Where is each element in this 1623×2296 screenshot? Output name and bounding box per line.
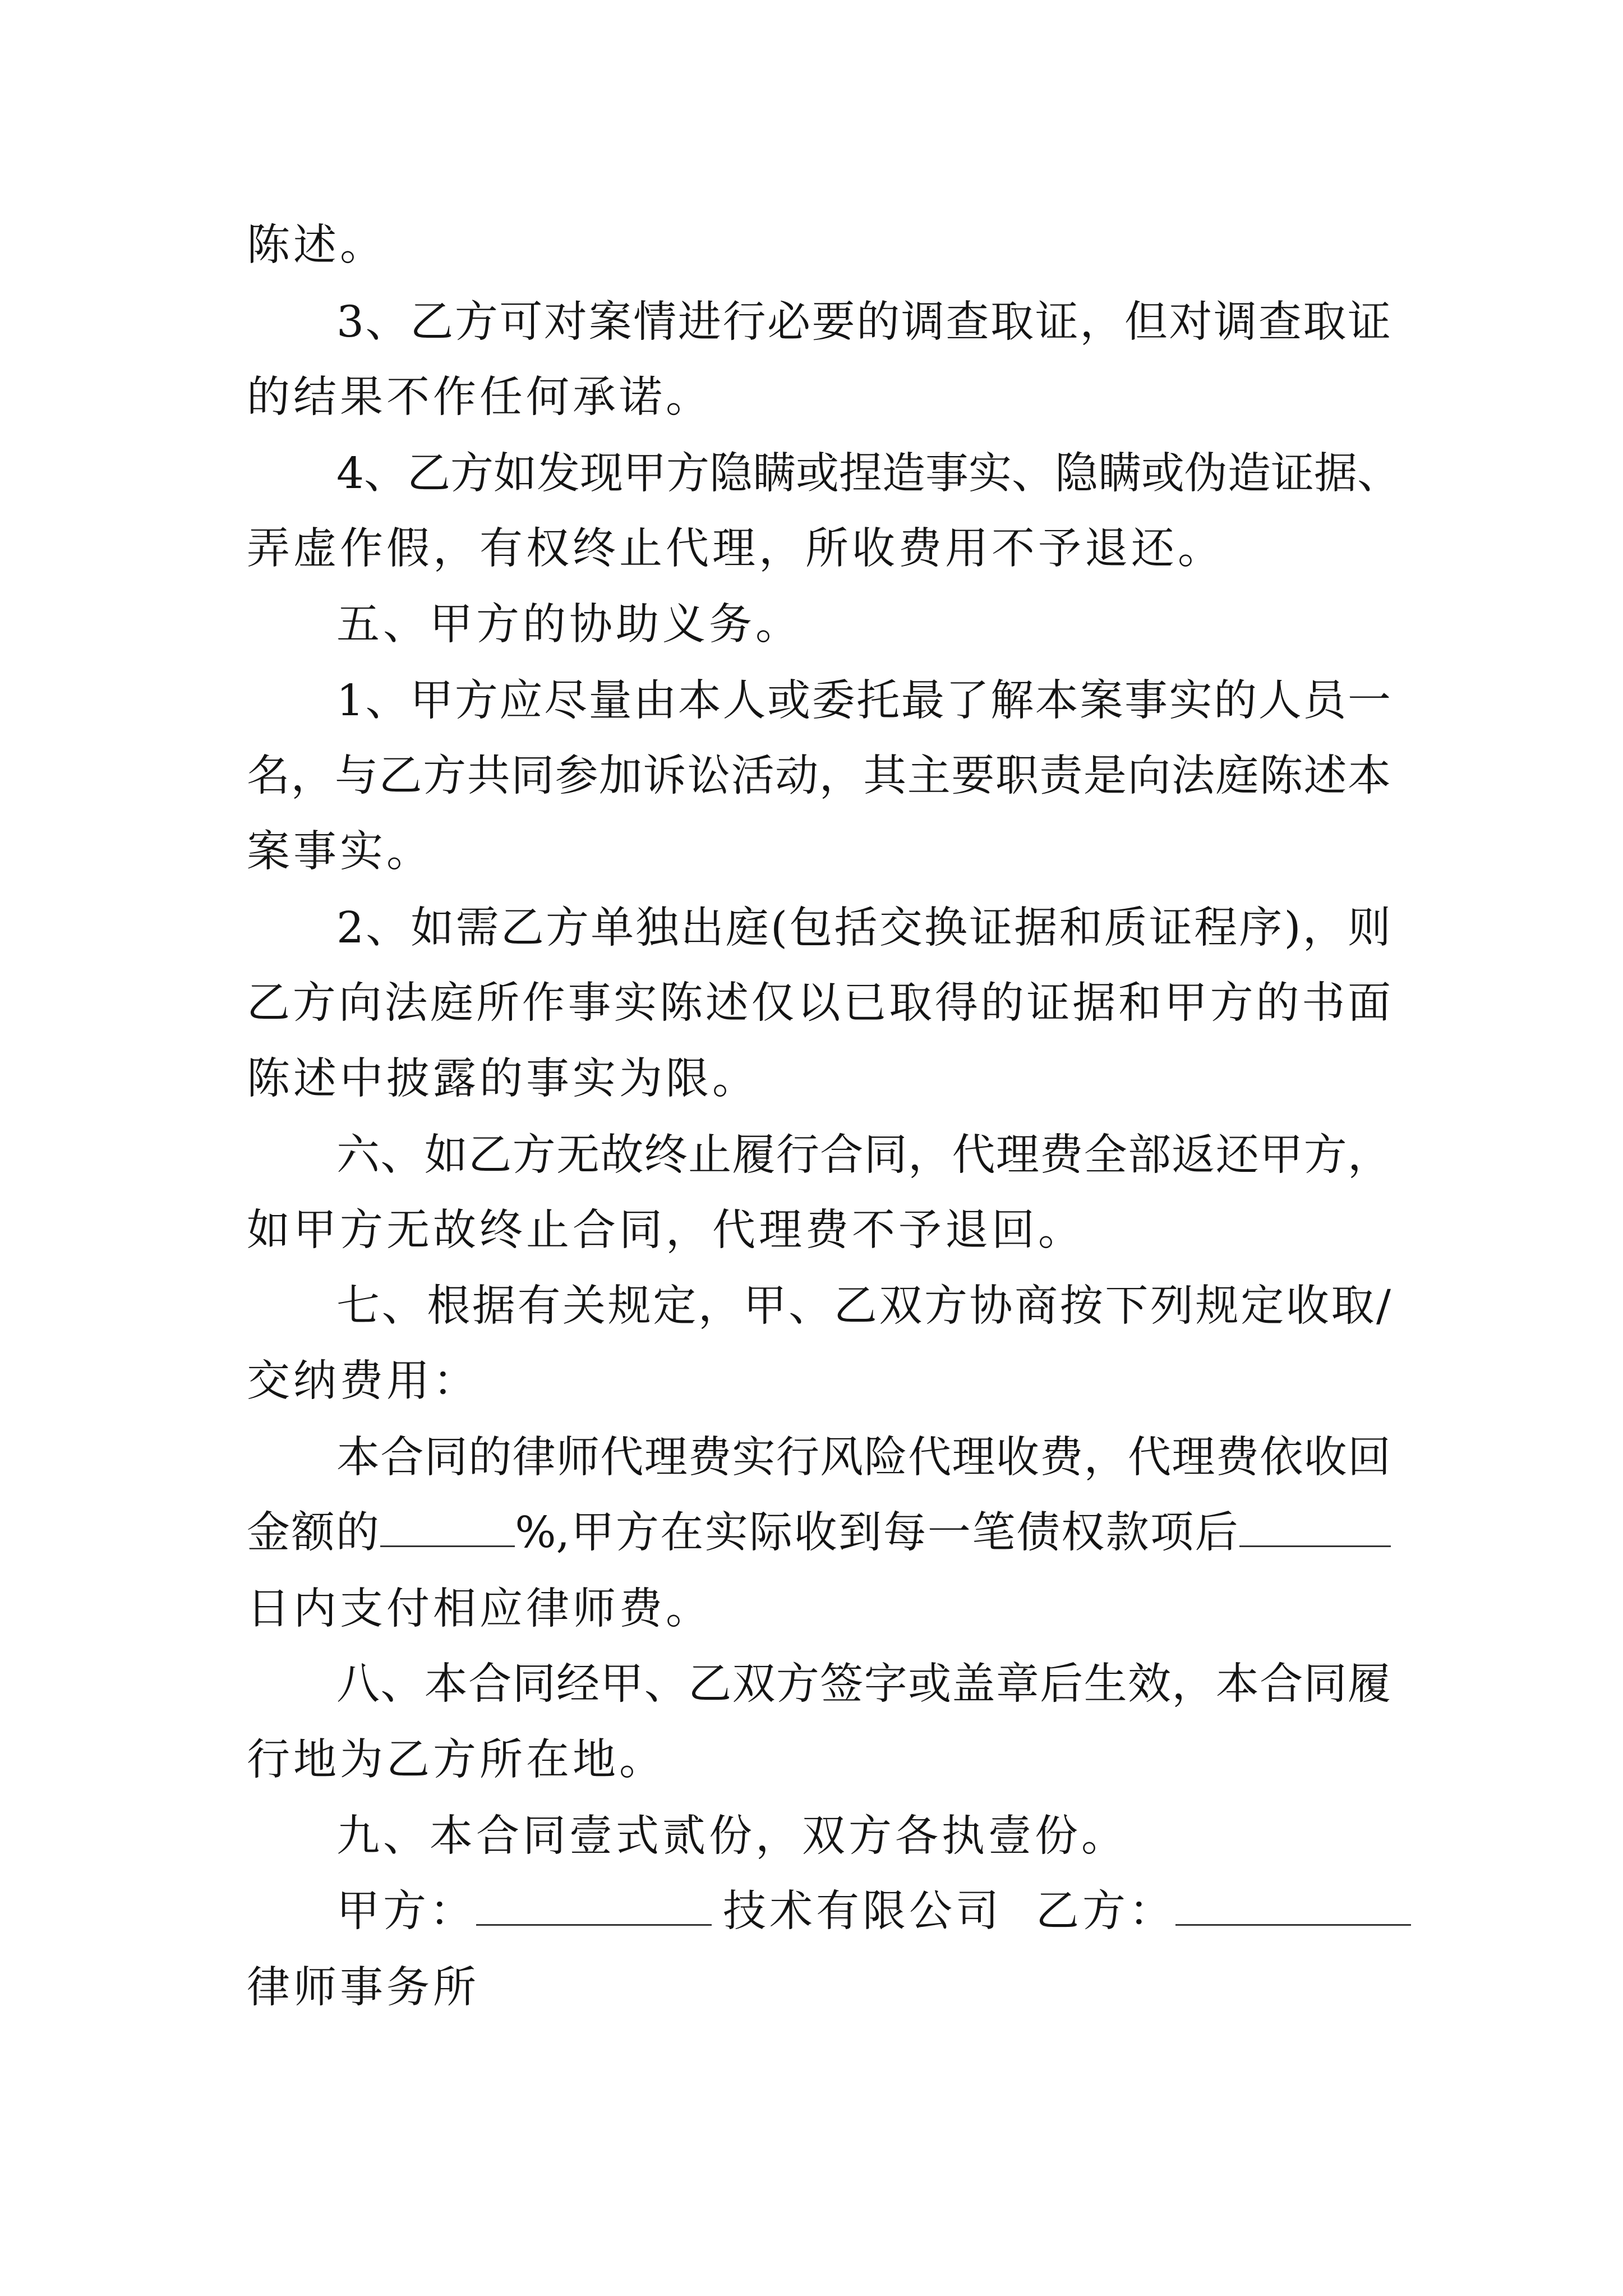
paragraph-line: 本合同的律师代理费实行风险代理收费，代理费依收回: [336, 1433, 1391, 1483]
paragraph-line: 陈述。: [247, 220, 386, 270]
paragraph-line: 六、如乙方无故终止履行合同，代理费全部返还甲方，: [336, 1130, 1391, 1180]
paragraph-line: 弄虚作假，有权终止代理，所收费用不予退还。: [247, 524, 1224, 574]
paragraph-line: 七、根据有关规定，甲、乙双方协商按下列规定收取/: [336, 1281, 1391, 1331]
paragraph-line: 案事实。: [247, 827, 433, 877]
days-blank: [1239, 1505, 1391, 1547]
fee-text-2: %,甲方在实际收到每一笔债权款项后: [515, 1508, 1240, 1558]
fee-line: [247, 1505, 1391, 1561]
party-b-label: 乙方：: [1036, 1887, 1175, 1936]
section-heading: 五、甲方的协助义务。: [336, 600, 802, 650]
party-a-suffix: 技术有限公司: [723, 1887, 1002, 1936]
paragraph-line: 名，与乙方共同参加诉讼活动，其主要职责是向法庭陈述本: [247, 751, 1391, 801]
paragraph-line: 乙方向法庭所作事实陈述仅以已取得的证据和甲方的书面: [247, 978, 1391, 1028]
paragraph-line: 的结果不作任何承诺。: [247, 372, 712, 422]
party-b-blank: [1175, 1884, 1411, 1926]
percentage-blank: [380, 1505, 515, 1547]
party-a-label: 甲方：: [336, 1887, 476, 1936]
party-a-blank: [476, 1884, 712, 1926]
paragraph-line: 4、乙方如发现甲方隐瞒或捏造事实、隐瞒或伪造证据、: [336, 449, 1400, 499]
paragraph-line: 日内支付相应律师费。: [247, 1584, 712, 1634]
party-b-suffix: 律师事务所: [247, 1963, 479, 2013]
paragraph-line: 行地为乙方所在地。: [247, 1735, 666, 1785]
signature-line: [336, 1884, 1391, 1940]
paragraph-line: 陈述中披露的事实为限。: [247, 1054, 759, 1104]
paragraph-line: 3、乙方可对案情进行必要的调查取证，但对调查取证: [336, 297, 1391, 347]
paragraph-line: 交纳费用：: [247, 1356, 479, 1406]
paragraph-line: 2、如需乙方单独出庭(包括交换证据和质证程序)，则: [336, 903, 1391, 953]
paragraph-line: 九、本合同壹式贰份，双方各执壹份。: [336, 1811, 1128, 1861]
paragraph-line: 八、本合同经甲、乙双方签字或盖章后生效，本合同履: [336, 1659, 1391, 1709]
fee-text-1: 金额的: [247, 1508, 381, 1558]
paragraph-line: 如甲方无故终止合同，代理费不予退回。: [247, 1205, 1085, 1255]
paragraph-line: 1、甲方应尽量由本人或委托最了解本案事实的人员一: [336, 676, 1391, 726]
